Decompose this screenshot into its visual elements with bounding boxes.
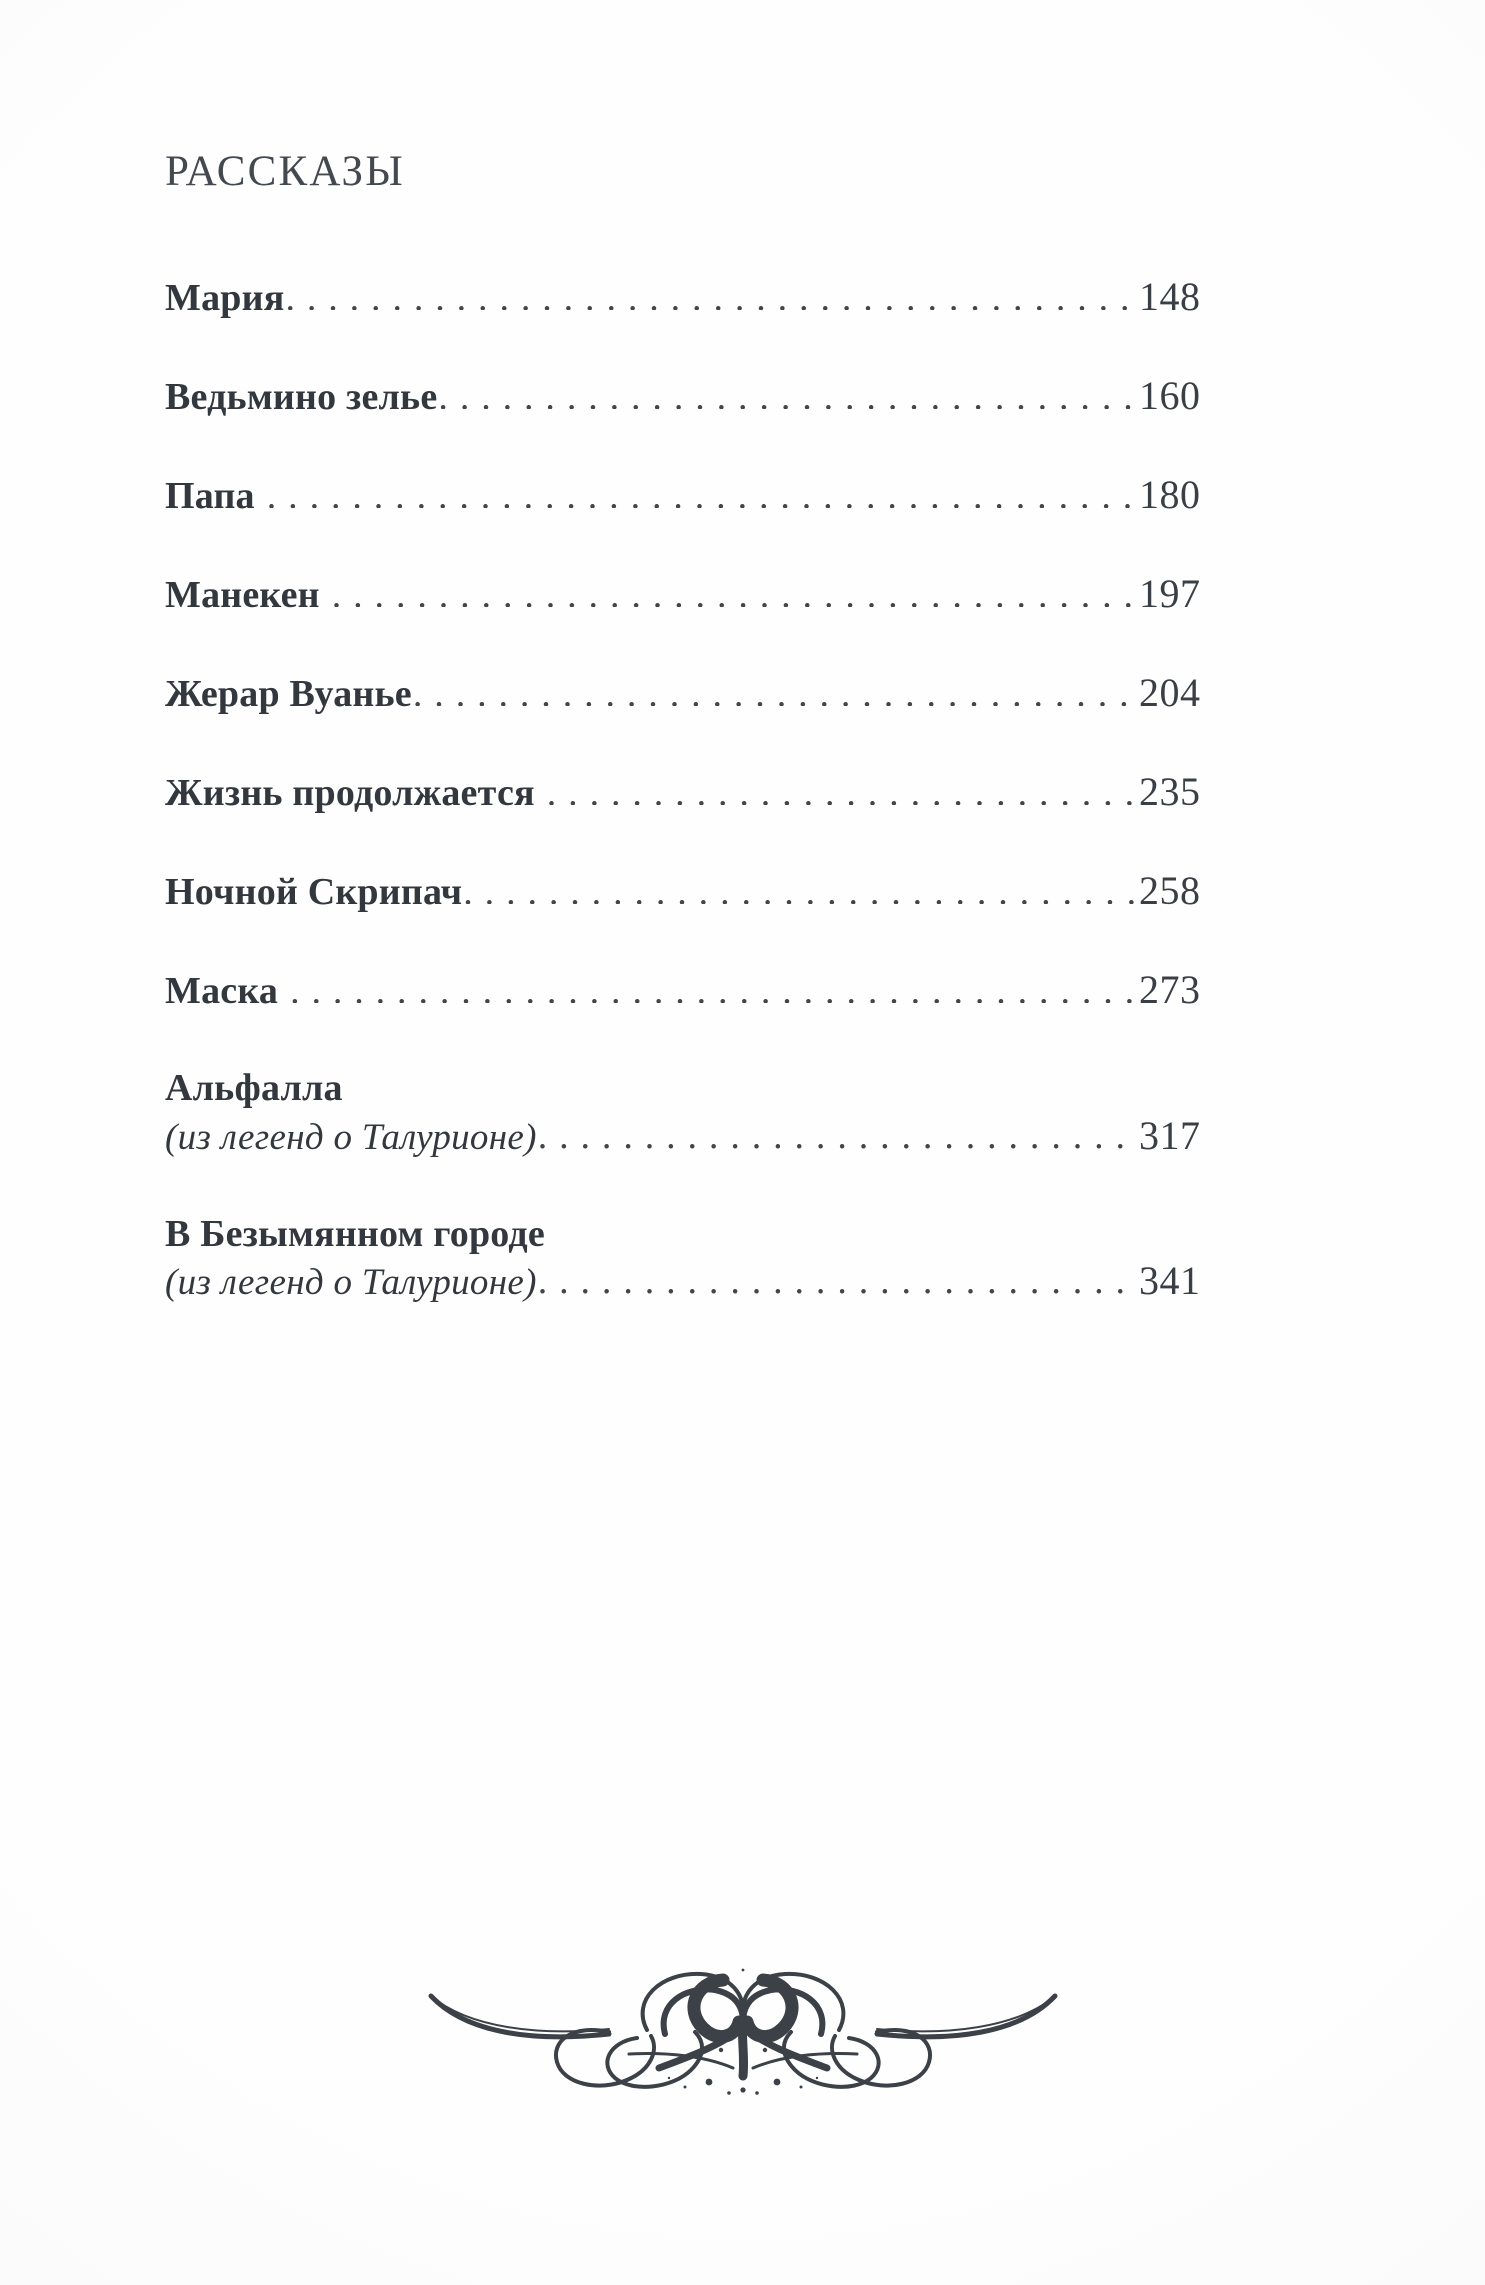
toc-page-number: 273 (1139, 967, 1201, 1013)
toc-page-number: 197 (1139, 571, 1201, 617)
toc-entry-row (165, 1257, 1235, 1304)
toc-entry-list (165, 273, 1235, 1304)
toc-entry[interactable] (165, 768, 1235, 815)
dot-leader (538, 1133, 1138, 1149)
dot-leader (538, 1278, 1138, 1294)
toc-page-number: 317 (1139, 1112, 1201, 1158)
dot-leader (547, 789, 1138, 805)
toc-entry-row (165, 570, 1235, 617)
toc-entry-title: Жизнь продолжается (165, 772, 535, 815)
toc-entry-row (165, 768, 1235, 815)
toc-page-number: 204 (1139, 670, 1201, 716)
section-heading: РАССКАЗЫ (165, 148, 405, 195)
dot-leader (332, 591, 1138, 607)
toc-page-number: 180 (1139, 472, 1201, 518)
toc-entry-row (165, 372, 1235, 419)
toc-entry[interactable] (165, 669, 1235, 716)
toc-entry[interactable] (165, 273, 1235, 320)
toc-entry-title: Ведьмино зелье (165, 376, 438, 419)
table-of-contents (165, 148, 1235, 1356)
toc-page-number: 341 (1139, 1258, 1201, 1304)
decorative-flourish-ornament (423, 1930, 1063, 2100)
dot-leader (438, 393, 1138, 409)
toc-entry-row (165, 1112, 1235, 1159)
toc-entry-title: Жерар Вуанье (165, 673, 412, 716)
toc-entry-title: В Безымянном городе (165, 1212, 545, 1255)
toc-entry-title: Маска (165, 970, 279, 1013)
toc-entry[interactable] (165, 570, 1235, 617)
toc-entry[interactable] (165, 372, 1235, 419)
toc-entry-subtitle: (из легенд о Талурионе) (165, 1116, 537, 1158)
toc-entry-title: Ночной Скрипач (165, 871, 463, 914)
dot-leader (463, 888, 1138, 904)
toc-entry-row (165, 273, 1235, 320)
toc-entry-row (165, 471, 1235, 518)
toc-entry[interactable] (165, 471, 1235, 518)
toc-entry-title: Альфалла (165, 1067, 343, 1110)
toc-entry-title: Манекен (165, 574, 320, 617)
toc-page-number: 148 (1139, 274, 1201, 320)
toc-entry[interactable] (165, 1211, 1235, 1304)
toc-entry[interactable] (165, 1065, 1235, 1158)
dot-leader (290, 987, 1138, 1003)
toc-page-number: 258 (1139, 868, 1201, 914)
toc-entry[interactable] (165, 966, 1235, 1013)
toc-entry-row (165, 669, 1235, 716)
toc-entry[interactable] (165, 867, 1235, 914)
toc-page-number: 160 (1139, 373, 1201, 419)
toc-entry-title: Мария (165, 277, 285, 320)
toc-entry-row (165, 966, 1235, 1013)
toc-entry-row (165, 867, 1235, 914)
toc-page-number: 235 (1139, 769, 1201, 815)
toc-entry-title: Папа (165, 475, 255, 518)
dot-leader (413, 690, 1138, 706)
toc-entry-subtitle: (из легенд о Талурионе) (165, 1262, 537, 1304)
dot-leader (285, 294, 1138, 310)
dot-leader (267, 492, 1138, 508)
